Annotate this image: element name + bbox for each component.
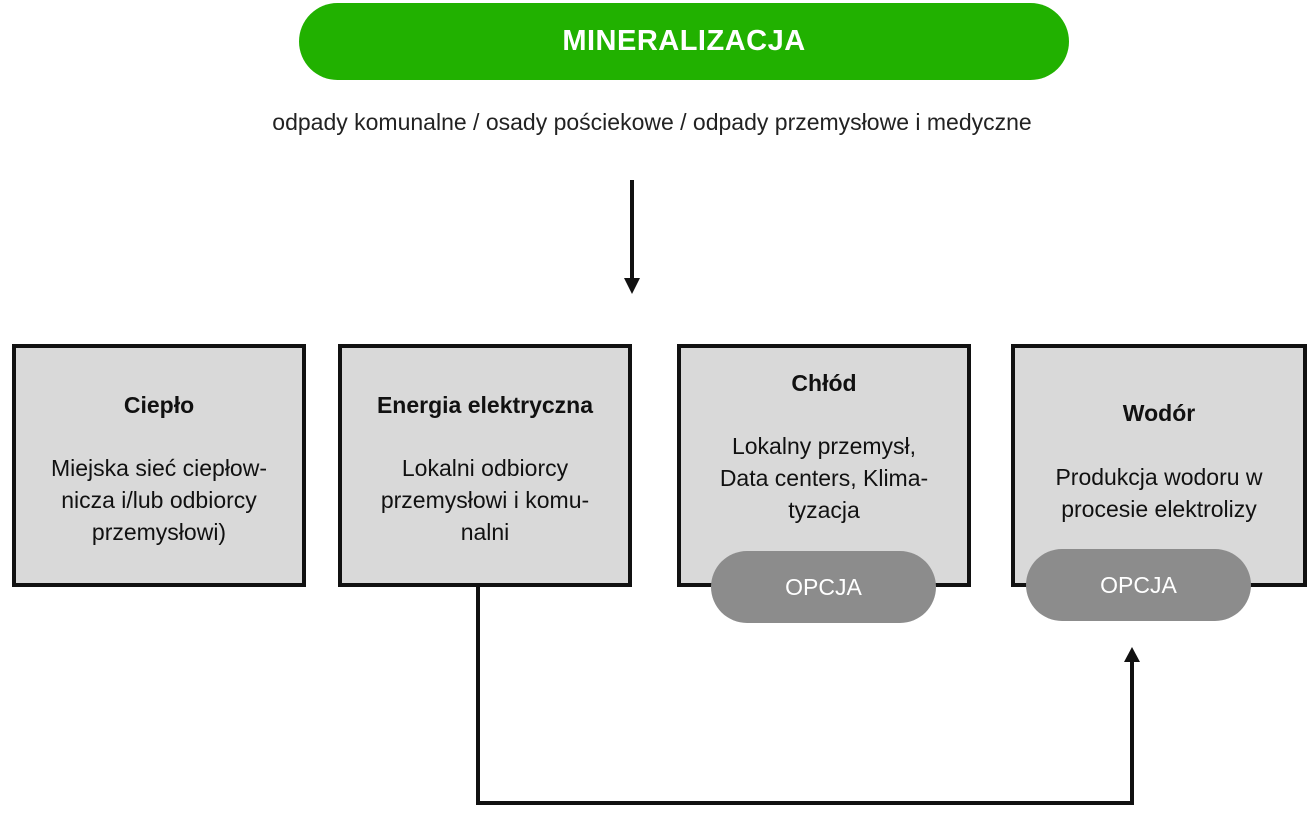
box-electricity-line: nalni — [460, 519, 510, 545]
box-heat-line: nicza i/lub odbiorcy — [61, 487, 257, 513]
box-electricity-line: przemysłowi i komu- — [380, 487, 590, 513]
box-hydrogen-line: procesie elektrolizy — [1061, 496, 1257, 522]
box-heat-line: Miejska sieć ciepłow- — [50, 455, 267, 481]
option-badge-hydrogen: OPCJA — [1026, 549, 1251, 621]
input-sources-text: odpady komunalne / osady pościekowe / odpady przemysłowe i medyczne — [272, 109, 1032, 135]
box-heat-line: przemysłowi) — [91, 519, 227, 545]
down-arrow-head — [624, 278, 640, 294]
box-hydrogen-line: Produkcja wodoru w — [1055, 464, 1263, 490]
box-electricity-desc — [342, 452, 628, 548]
box-hydrogen-desc — [1015, 461, 1303, 525]
box-cooling-desc — [681, 430, 967, 526]
box-heat-title: Ciepło — [123, 392, 195, 418]
option-badge-cooling: OPCJA — [711, 551, 936, 623]
box-cooling-title: Chłód — [791, 370, 857, 396]
header-title: MINERALIZACJA — [562, 25, 806, 57]
box-cooling-line: Data centers, Klima- — [719, 465, 929, 491]
box-electricity-title: Energia elektryczna — [376, 392, 594, 418]
box-heat — [12, 344, 306, 587]
box-cooling-line: Lokalny przemysł, — [731, 433, 917, 459]
box-electricity-line: Lokalni odbiorcy — [401, 455, 569, 481]
box-cooling-line: tyzacja — [788, 497, 860, 523]
box-hydrogen-title: Wodór — [1122, 400, 1196, 426]
box-electricity — [338, 344, 632, 587]
loop-arrow-head — [1124, 647, 1140, 662]
box-heat-desc — [16, 452, 302, 548]
